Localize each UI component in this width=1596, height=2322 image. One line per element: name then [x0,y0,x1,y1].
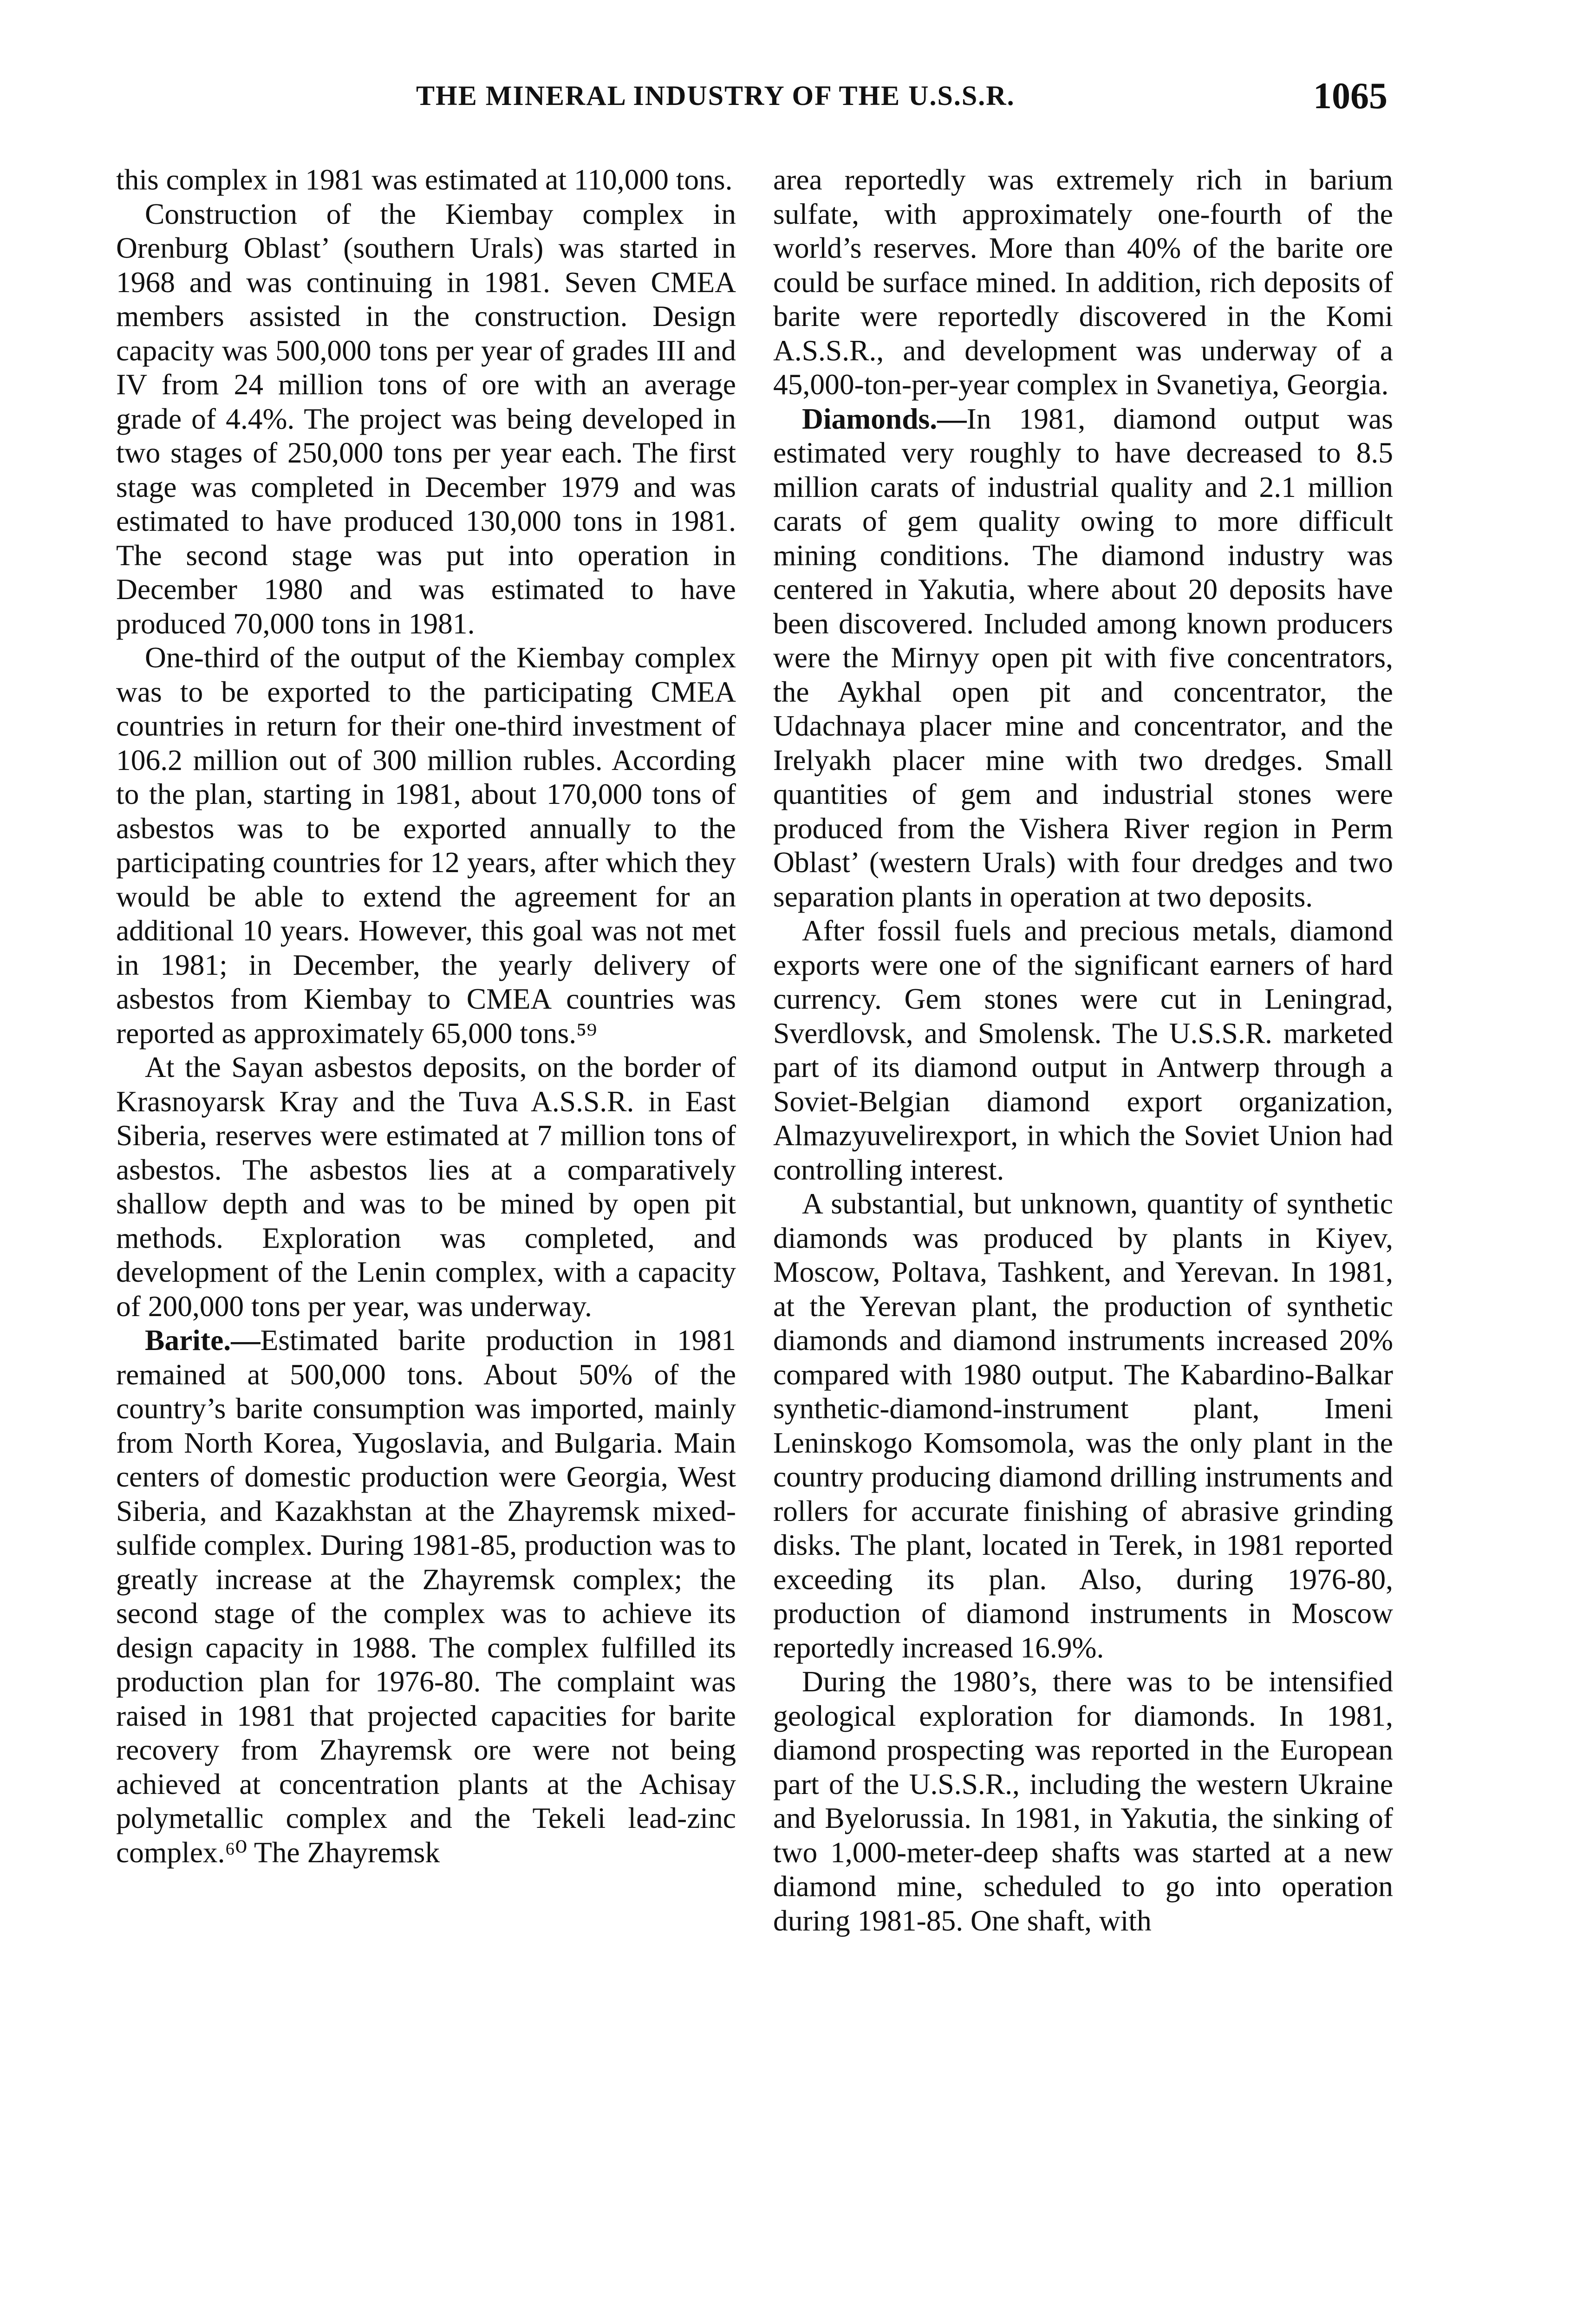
paragraph-body: One-third of the output of the Kiembay complex was to be exported to the participating CMEA countries in return for their one-third investment of 106.2 million out of 300 million rubles. According to the plan, starting in 1981, about 170,000 tons of asbestos was to be exported annually to the participating countries for 12 years, after which they would be able to extend the agreement for an additional 10 years. However, this goal was not met in 1981; in December, the yearly delivery of asbestos from Kiembay to CMEA countries was reported as approximately 65,000 tons.⁵⁹ [116,641,736,1050]
paragraph [773,1187,1393,1664]
section-heading-diamonds: Diamonds.— [802,402,967,435]
section-heading-barite: Barite.— [145,1324,261,1357]
left-column [116,163,736,1869]
paragraph [116,197,736,641]
right-column [773,163,1393,1937]
page-number: 1065 [1313,76,1388,117]
paragraph-body: In 1981, diamond output was estimated very roughly to have decreased to 8.5 million carats of industrial quality and 2.1 million carats of gem quality owing to more difficult mining conditions. The diamond industry was centered in Yakutia, where about 20 deposits have been discovered. Included among known producers were the Mirnyy open pit with five concentrators, the Aykhal open pit and concentrator, the Udachnaya placer mine and concentrator, and the Irelyakh placer mine with two dredges. Small quantities of gem and industrial stones were produced from the Vishera River region in Perm Oblast’ (western Urals) with four dredges and two separation plants in operation at two deposits. [773,402,1393,913]
paragraph-body: During the 1980’s, there was to be intensified geological exploration for diamonds. In 1981, diamond prospecting was reported in the European part of the U.S.S.R., including the western Ukraine and Byelorussia. In 1981, in Yakutia, the sinking of two 1,000-meter-deep shafts was started at a new diamond mine, scheduled to go into operation during 1981-85. One shaft, with [773,1665,1393,1937]
paragraph-body: Estimated barite production in 1981 remained at 500,000 tons. About 50% of the country’s barite consumption was imported, mainly from North Korea, Yugoslavia, and Bulgaria. Main centers of domestic production were Georgia, West Siberia, and Kazakhstan at the Zhayremsk mixed-sulfide complex. During 1981-85, production was to greatly increase at the Zhayremsk complex; the second stage of the complex was to achieve its design capacity in 1988. The complex fulfilled its production plan for 1976-80. The complaint was raised in 1981 that projected capacities for barite recovery from Zhayremsk ore were not being achieved at concentration plants at the Achisay polymetallic complex and the Tekeli lead-zinc complex.⁶⁰ The Zhayremsk [116,1324,736,1869]
paragraph-body: After fossil fuels and precious metals, diamond exports were one of the significant earners of hard currency. Gem stones were cut in Leningrad, Sverdlovsk, and Smolensk. The U.S.S.R. marketed part of its diamond output in Antwerp through a Soviet-Belgian diamond export organization, Almazyuvelirexport, in which the Soviet Union had controlling interest. [773,914,1393,1186]
paragraph [116,640,736,1050]
paragraph-body: A substantial, but unknown, quantity of synthetic diamonds was produced by plants in Kiyev, Moscow, Poltava, Tashkent, and Yerevan. In 1981, at the Yerevan plant, the production of synthetic diamonds and diamond instruments increased 20% compared with 1980 output. The Kabardino-Balkar synthetic-diamond-instrument plant, Imeni Leninskogo Komsomola, was the only plant in the country producing diamond drilling instruments and rollers for accurate finishing of abrasive grinding disks. The plant, located in Terek, in 1981 reported exceeding its plan. Also, during 1976-80, production of diamond instruments in Moscow reportedly increased 16.9%. [773,1187,1393,1664]
paragraph-body: At the Sayan asbestos deposits, on the border of Krasnoyarsk Kray and the Tuva A.S.S.R. in East Siberia, reserves were estimated at 7 million tons of asbestos. The asbestos lies at a comparatively shallow depth and was to be mined by open pit methods. Exploration was completed, and development of the Lenin complex, with a capacity of 200,000 tons per year, was underway. [116,1050,736,1323]
paragraph-body: Construction of the Kiembay complex in Orenburg Oblast’ (southern Urals) was started in 1968 and was continuing in 1981. Seven CMEA members assisted in the construction. Design capacity was 500,000 tons per year of grades III and IV from 24 million tons of ore with an average grade of 4.4%. The project was being developed in two stages of 250,000 tons per year each. The first stage was completed in December 1979 and was estimated to have produced 130,000 tons in 1981. The second stage was put into operation in December 1980 and was estimated to have produced 70,000 tons in 1981. [116,197,736,640]
paragraph-body: this complex in 1981 was estimated at 110,000 tons. [116,163,733,196]
paragraph [116,1323,736,1869]
paragraph [773,913,1393,1187]
paragraph [773,163,1393,402]
running-header-title: THE MINERAL INDUSTRY OF THE U.S.S.R. [416,80,1015,111]
paragraph-body: area reportedly was extremely rich in barium sulfate, with approximately one-fourth of the world’s reserves. More than 40% of the barite ore could be surface mined. In addition, rich deposits of barite were reportedly discovered in the Komi A.S.S.R., and development was underway of a 45,000-ton-per-year complex in Svanetiya, Georgia. [773,163,1393,401]
paragraph [116,163,736,197]
paragraph [116,1050,736,1323]
paragraph [773,1664,1393,1937]
paragraph [773,402,1393,914]
